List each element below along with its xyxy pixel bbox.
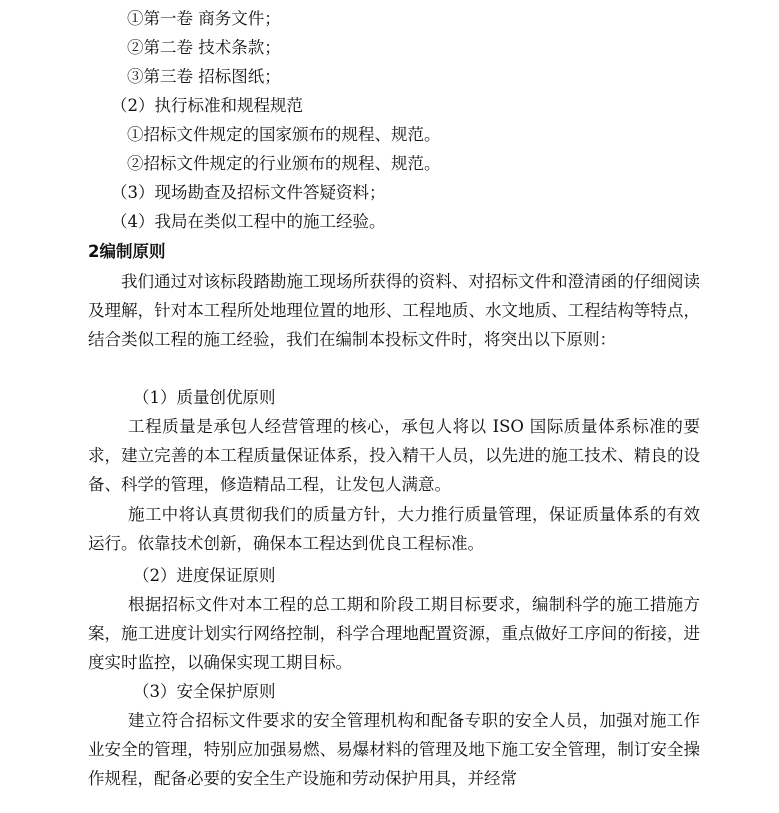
list-item-volume-2: ②第二卷 技术条款； bbox=[127, 38, 281, 57]
principle-schedule-title: （2）进度保证原则 bbox=[133, 566, 276, 585]
list-item-volume-3: ③第三卷 招标图纸； bbox=[127, 67, 281, 86]
intro-paragraph: 我们通过对该标段踏勘施工现场所获得的资料、对招标文件和澄清函的仔细阅读及理解，针对本工程所处地理位置的地形、工程地质、水文地质、工程结构等特点，结合类似工程的施工经验，我们在编制本投标文件时，将突出以下原则： bbox=[88, 272, 700, 349]
list-item-site-survey: （3）现场勘查及招标文件答疑资料； bbox=[111, 183, 386, 202]
principle-safety-text: 建立符合招标文件要求的安全管理机构和配备专职的安全人员，加强对施工作业安全的管理，特别应加强易燃、易爆材料的管理及地下施工安全管理，制订安全操作规程，配备必要的安全生产设施和劳动保护用具，并经常 bbox=[88, 711, 700, 788]
principle-quality-text-a: 工程质量是承包人经营管理的核心，承包人将以 ISO 国际质量体系标准的要求，建立完善的本工程质量保证体系，投入精干人员，以先进的施工技术、精良的设备、科学的管理，修造精品工程，让发包人满意。 bbox=[88, 417, 700, 494]
principle-quality-title: （1）质量创优原则 bbox=[133, 388, 276, 407]
list-item-volume-1: ①第一卷 商务文件； bbox=[127, 9, 281, 28]
list-item-experience: （4）我局在类似工程中的施工经验。 bbox=[111, 212, 386, 231]
list-item-industry-standards: ②招标文件规定的行业颁布的规程、规范。 bbox=[127, 154, 441, 173]
list-item-national-standards: ①招标文件规定的国家颁布的规程、规范。 bbox=[127, 125, 441, 144]
list-item-standards: （2）执行标准和规程规范 bbox=[111, 96, 303, 115]
principle-schedule-text: 根据招标文件对本工程的总工期和阶段工期目标要求，编制科学的施工措施方案，施工进度计划实行网络控制，科学合理地配置资源，重点做好工序间的衔接，进度实时监控，以确保实现工期目标。 bbox=[88, 595, 700, 672]
principle-quality-text-b: 施工中将认真贯彻我们的质量方针，大力推行质量管理，保证质量体系的有效运行。依靠技术创新，确保本工程达到优良工程标准。 bbox=[88, 505, 700, 553]
section-heading: 2编制原则 bbox=[88, 242, 166, 261]
principle-safety-title: （3）安全保护原则 bbox=[133, 682, 276, 701]
